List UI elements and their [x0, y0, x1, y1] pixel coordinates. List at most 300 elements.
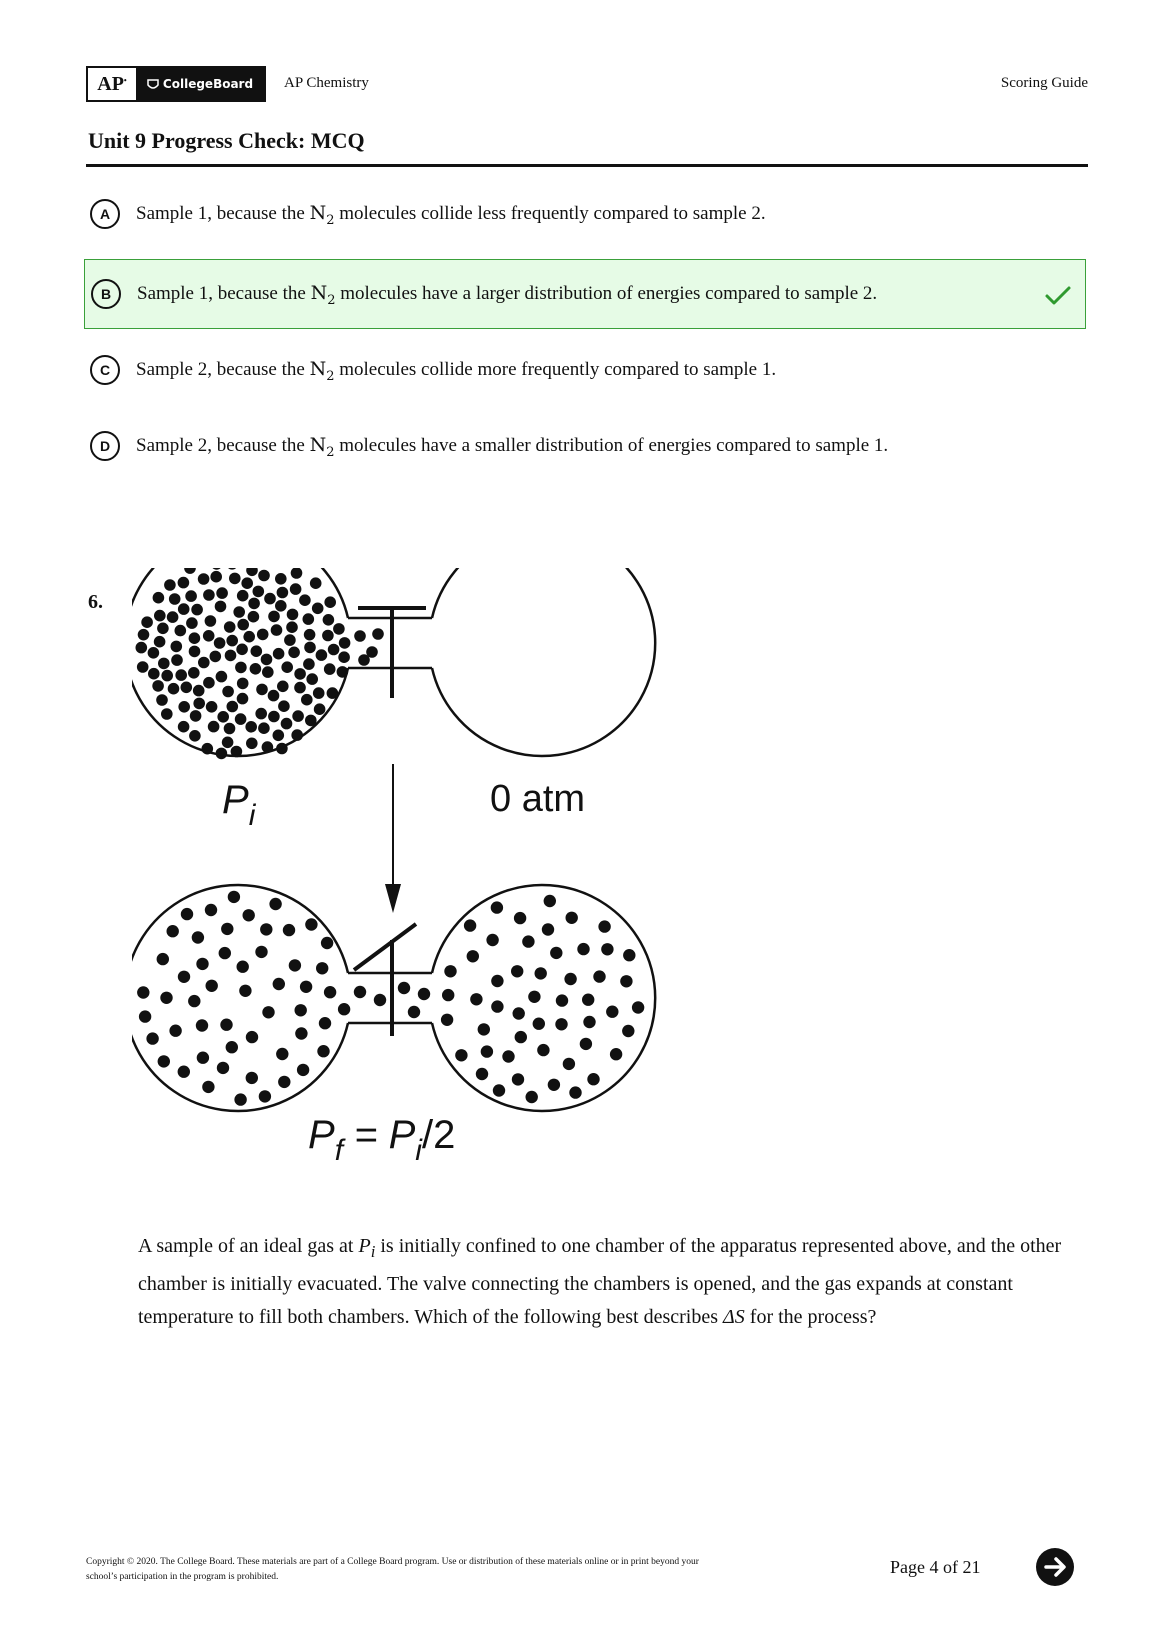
gas-particle	[528, 991, 540, 1003]
label-initial-pressure: $P_i$	[222, 778, 256, 832]
question-text-part1: A sample of an ideal gas at	[138, 1235, 359, 1257]
variable-p-subscript: i	[370, 1242, 376, 1261]
gas-particle	[275, 600, 287, 612]
option-letter-badge: A	[90, 199, 120, 229]
gas-particle	[186, 617, 198, 629]
gas-particle	[328, 644, 340, 656]
gas-particle	[324, 663, 336, 675]
gas-particle	[564, 973, 576, 985]
chem-subscript: 2	[327, 292, 336, 308]
gas-particle	[324, 986, 336, 998]
gas-particle	[333, 623, 345, 635]
gas-particle	[569, 1086, 581, 1098]
gas-expansion-diagram	[132, 568, 692, 1228]
gas-particle	[241, 577, 253, 589]
gas-particle	[197, 1052, 209, 1064]
gas-particle	[181, 682, 193, 694]
gas-particle	[358, 654, 370, 666]
ap-collegeboard-logo	[86, 66, 266, 102]
gas-particle	[398, 982, 410, 994]
gas-particle	[175, 669, 187, 681]
gas-particle	[444, 965, 456, 977]
gas-particle	[304, 629, 316, 641]
gas-particle	[268, 611, 280, 623]
gas-particle	[281, 718, 293, 730]
gas-particle	[136, 642, 148, 654]
gas-particle	[190, 710, 202, 722]
gas-particle	[191, 604, 203, 616]
gas-particle	[203, 630, 215, 642]
gas-particle	[260, 923, 272, 935]
gas-particle	[216, 587, 228, 599]
gas-particle	[255, 946, 267, 958]
gas-particle	[171, 654, 183, 666]
option-letter-badge: C	[90, 355, 120, 385]
acorn-icon	[147, 78, 159, 91]
gas-particle	[582, 994, 594, 1006]
gas-particle	[188, 995, 200, 1007]
gas-particle	[291, 568, 303, 579]
gas-particle	[441, 1014, 453, 1026]
gas-particle	[193, 685, 205, 697]
option-text	[137, 282, 877, 308]
gas-particle	[286, 621, 298, 633]
gas-particle	[278, 1076, 290, 1088]
gas-particle	[294, 668, 306, 680]
gas-particle	[251, 645, 263, 657]
gas-particle	[246, 738, 258, 750]
gas-particle	[262, 666, 274, 678]
gas-particle	[537, 1044, 549, 1056]
gas-particle	[481, 1045, 493, 1057]
page-header	[86, 66, 1088, 106]
gas-particle	[253, 586, 265, 598]
gas-particle	[277, 587, 289, 599]
gas-particle	[511, 965, 523, 977]
chem-symbol: N	[309, 434, 327, 456]
gas-particle	[464, 919, 476, 931]
gas-particle	[295, 1004, 307, 1016]
gas-particle	[248, 611, 260, 623]
gas-particle	[288, 647, 300, 659]
chem-subscript: 2	[326, 212, 335, 228]
gas-particle	[502, 1050, 514, 1062]
gas-particle	[237, 961, 249, 973]
gas-particle	[188, 667, 200, 679]
gas-particle	[224, 621, 236, 633]
gas-particle	[139, 1010, 151, 1022]
gas-particle	[297, 1064, 309, 1076]
gas-particle	[273, 978, 285, 990]
chem-formula	[309, 202, 335, 228]
gas-particle	[157, 953, 169, 965]
gas-particle	[154, 636, 166, 648]
gas-particle	[137, 661, 149, 673]
logo-ap: AP •	[88, 68, 136, 100]
gas-particle	[237, 678, 249, 690]
gas-particle	[259, 1090, 271, 1102]
gas-particle	[237, 590, 249, 602]
gas-particle	[486, 934, 498, 946]
gas-particle	[470, 993, 482, 1005]
gas-particle	[168, 683, 180, 695]
gas-particle	[478, 1023, 490, 1035]
chem-subscript: 2	[326, 444, 335, 460]
gas-particle	[175, 625, 187, 637]
gas-particle	[221, 923, 233, 935]
gas-particle	[225, 650, 237, 662]
answer-option-a[interactable]	[84, 180, 1086, 250]
gas-particle	[374, 994, 386, 1006]
next-page-button[interactable]	[1036, 1548, 1074, 1586]
gas-particle	[193, 698, 205, 710]
gas-particle	[196, 1019, 208, 1031]
option-text	[136, 202, 766, 228]
gas-particle	[205, 904, 217, 916]
gas-particle	[283, 924, 295, 936]
gas-particle	[408, 1006, 420, 1018]
gas-particle	[214, 637, 226, 649]
gas-particle	[276, 1048, 288, 1060]
gas-particle	[196, 958, 208, 970]
gas-particle	[281, 661, 293, 673]
gas-particle	[210, 571, 222, 583]
gas-particle	[294, 682, 306, 694]
gas-particle	[290, 583, 302, 595]
gas-particle	[295, 1027, 307, 1039]
gas-particle	[542, 923, 554, 935]
gas-particle	[161, 670, 173, 682]
gas-particle	[178, 577, 190, 589]
gas-particle	[316, 962, 328, 974]
option-text	[136, 358, 776, 384]
answer-option-b[interactable]	[84, 259, 1086, 329]
chem-formula	[309, 434, 335, 460]
gas-particle	[167, 611, 179, 623]
gas-particle	[141, 616, 153, 628]
course-name: AP Chemistry	[284, 75, 369, 91]
chem-symbol: N	[309, 358, 327, 380]
gas-particle	[235, 662, 247, 674]
option-text-pre: Sample 2, because the	[136, 359, 310, 380]
gas-particle	[550, 947, 562, 959]
gas-particle	[178, 701, 190, 713]
gas-particle	[275, 573, 287, 585]
option-text-pre: Sample 2, because the	[136, 435, 310, 456]
gas-particle	[146, 1032, 158, 1044]
gas-particle	[284, 634, 296, 646]
gas-particle	[234, 1093, 246, 1105]
gas-particle	[233, 606, 245, 618]
gas-particle	[226, 1041, 238, 1053]
scoring-guide-label: Scoring Guide	[1000, 75, 1088, 91]
gas-particle	[237, 693, 249, 705]
gas-particle	[535, 967, 547, 979]
gas-particle	[312, 603, 324, 615]
gas-particles-initial	[136, 568, 384, 759]
gas-particle	[515, 1031, 527, 1043]
gas-particle	[338, 1003, 350, 1015]
gas-particle	[184, 568, 196, 574]
gas-particle	[236, 644, 248, 656]
gas-particle	[310, 577, 322, 589]
gas-particle	[313, 687, 325, 699]
gas-particle	[577, 943, 589, 955]
gas-particle	[418, 988, 430, 1000]
gas-particle	[512, 1073, 524, 1085]
gas-particle	[593, 970, 605, 982]
gas-particle	[455, 1049, 467, 1061]
variable-pressure	[358, 1235, 376, 1261]
gas-particle	[513, 1007, 525, 1019]
gas-particle	[220, 1019, 232, 1031]
gas-particle	[587, 1073, 599, 1085]
gas-particle	[178, 971, 190, 983]
gas-particle	[278, 700, 290, 712]
gas-particle	[208, 721, 220, 733]
gas-particle	[152, 680, 164, 692]
gas-particle	[544, 895, 556, 907]
gas-particle	[306, 673, 318, 685]
option-text-post: molecules collide less frequently compared to sample 2.	[334, 203, 766, 224]
gas-particle	[556, 994, 568, 1006]
gas-particle	[354, 986, 366, 998]
option-text-post: molecules have a smaller distribution of energies compared to sample 1.	[334, 435, 889, 456]
gas-particle	[261, 654, 273, 666]
gas-particle	[178, 1066, 190, 1078]
gas-particle	[222, 686, 234, 698]
gas-particle	[216, 671, 228, 683]
gas-particle	[255, 708, 267, 720]
gas-particle	[268, 690, 280, 702]
option-letter-badge: B	[91, 279, 121, 309]
gas-particle	[583, 1016, 595, 1028]
gas-particle	[228, 891, 240, 903]
gas-particle	[157, 623, 169, 635]
question-text	[138, 1230, 1088, 1334]
question-number: 6.	[88, 591, 103, 613]
gas-particle	[181, 908, 193, 920]
gas-particle	[189, 632, 201, 644]
gas-particle	[563, 1058, 575, 1070]
gas-particle	[322, 630, 334, 642]
gas-particle	[248, 598, 260, 610]
gas-particle	[167, 925, 179, 937]
gas-particle	[206, 980, 218, 992]
gas-particle	[316, 649, 328, 661]
gas-particle	[522, 935, 534, 947]
gas-particle	[153, 592, 165, 604]
gas-particle	[262, 1006, 274, 1018]
gas-particle	[632, 1001, 644, 1013]
gas-particle	[215, 601, 227, 613]
gas-particle	[222, 737, 234, 749]
gas-particle	[243, 909, 255, 921]
gas-particle	[277, 681, 289, 693]
gas-particle	[189, 646, 201, 658]
gas-particle	[258, 722, 270, 734]
gas-particle	[442, 989, 454, 1001]
gas-particle	[514, 912, 526, 924]
gas-particle	[526, 1091, 538, 1103]
logo-collegeboard	[136, 68, 264, 100]
process-arrow	[385, 764, 401, 913]
option-text-post: molecules have a larger distribution of energies compared to sample 2.	[335, 283, 878, 304]
open-valve	[354, 924, 416, 1036]
gas-particle	[323, 614, 335, 626]
option-text-pre: Sample 1, because the	[136, 203, 310, 224]
answer-option-c[interactable]	[84, 336, 1086, 406]
gas-particle	[289, 959, 301, 971]
gas-particle	[257, 629, 269, 641]
gas-particle	[304, 642, 316, 654]
gas-particle	[219, 947, 231, 959]
gas-particle	[269, 898, 281, 910]
gas-particle	[246, 1031, 258, 1043]
gas-particle	[161, 708, 173, 720]
gas-particle	[148, 647, 160, 659]
gas-particle	[210, 651, 222, 663]
gas-particle	[185, 590, 197, 602]
question-text-part3: for the process?	[744, 1306, 877, 1328]
gas-particle	[287, 609, 299, 621]
gas-particle	[250, 663, 262, 675]
gas-particle	[555, 1018, 567, 1030]
gas-particle	[264, 593, 276, 605]
gas-particle	[273, 648, 285, 660]
gas-particle	[189, 730, 201, 742]
label-final-pressure: $P_f = P_i/2$	[308, 1113, 456, 1167]
gas-particle	[623, 949, 635, 961]
gas-particle	[192, 931, 204, 943]
gas-particle	[229, 573, 241, 585]
page-title: Unit 9 Progress Check: MCQ	[88, 128, 365, 153]
gas-particle	[580, 1038, 592, 1050]
final-right-flask	[432, 885, 655, 1111]
gas-particle	[491, 901, 503, 913]
gas-particle	[566, 912, 578, 924]
gas-particle	[319, 1017, 331, 1029]
gas-particle	[137, 986, 149, 998]
gas-particle	[303, 613, 315, 625]
gas-particle	[256, 684, 268, 696]
gas-particle	[211, 568, 223, 570]
page-number: Page 4 of 21	[890, 1557, 981, 1577]
gas-particle	[246, 568, 258, 576]
gas-particle	[246, 1072, 258, 1084]
gas-particle	[372, 628, 384, 640]
gas-particle	[606, 1006, 618, 1018]
gas-particle	[303, 658, 315, 670]
gas-particle	[203, 589, 215, 601]
logo-collegeboard-text: CollegeBoard	[162, 77, 254, 91]
gas-particle	[235, 713, 247, 725]
variable-p: P	[358, 1235, 371, 1257]
gas-particle	[292, 710, 304, 722]
gas-particle	[317, 1045, 329, 1057]
arrow-right-icon	[1036, 1548, 1074, 1586]
gas-particle	[224, 723, 236, 735]
gas-particle	[226, 635, 238, 647]
option-text-post: molecules collide more frequently compared to sample 1.	[334, 359, 777, 380]
title-divider	[86, 164, 1088, 167]
gas-particle	[169, 1025, 181, 1037]
gas-particle	[338, 651, 350, 663]
gas-particle	[268, 711, 280, 723]
gas-particle	[299, 594, 311, 606]
variable-delta-s: ΔS	[723, 1306, 745, 1328]
gas-particle	[243, 631, 255, 643]
option-text	[136, 434, 888, 460]
gas-particle	[533, 1018, 545, 1030]
gas-particle	[217, 711, 229, 723]
chem-symbol: N	[309, 202, 327, 224]
gas-particle	[301, 694, 313, 706]
gas-particle	[622, 1025, 634, 1037]
gas-particle	[548, 1079, 560, 1091]
gas-particle	[476, 1068, 488, 1080]
gas-particle	[158, 1055, 170, 1067]
chem-formula	[310, 282, 336, 308]
gas-particle	[245, 721, 257, 733]
gas-particle	[324, 596, 336, 608]
gas-particle	[160, 992, 172, 1004]
chem-formula	[309, 358, 335, 384]
logo-ap-text: AP	[97, 72, 124, 95]
gas-particle	[239, 985, 251, 997]
chem-symbol: N	[310, 282, 328, 304]
gas-particle	[493, 1084, 505, 1096]
correct-check-icon	[1043, 280, 1073, 310]
gas-particle	[169, 593, 181, 605]
option-text-pre: Sample 1, because the	[137, 283, 311, 304]
gas-particle	[178, 721, 190, 733]
gas-particle	[226, 568, 238, 570]
gas-particle	[164, 579, 176, 591]
question-text-part2: is initially confined to one chamber of the apparatus represented above, and the other chamber is initially evacuated. The valve connecting the chambers is opened, and the gas expands at constant temperature to fill both chambers. Which of the following best describes	[138, 1235, 1062, 1328]
chem-subscript: 2	[326, 368, 335, 384]
answer-option-d[interactable]	[84, 412, 1086, 482]
gas-particle	[339, 637, 351, 649]
gas-particle	[138, 629, 150, 641]
gas-particle	[321, 937, 333, 949]
gas-particle	[491, 1000, 503, 1012]
gas-particle	[198, 573, 210, 585]
gas-particle	[237, 619, 249, 631]
gas-particle	[198, 657, 210, 669]
gas-particle	[314, 703, 326, 715]
gas-particle	[205, 615, 217, 627]
gas-particle	[271, 624, 283, 636]
gas-particle	[300, 981, 312, 993]
copyright-notice: Copyright © 2020. The College Board. These materials are part of a College Board program. Use or distribution of these materials online or in print beyond your school’s participation in the program is prohibited.	[86, 1557, 699, 1582]
gas-particle	[258, 570, 270, 582]
gas-particle	[206, 701, 218, 713]
gas-particle	[305, 918, 317, 930]
label-zero-atm: 0 atm	[490, 778, 586, 820]
initial-right-flask	[432, 568, 655, 756]
gas-particle	[610, 1048, 622, 1060]
gas-particle	[154, 610, 166, 622]
gas-particle	[467, 950, 479, 962]
gas-particle	[273, 730, 285, 742]
gas-particle	[156, 694, 168, 706]
gas-particle	[148, 668, 160, 680]
gas-particle	[217, 1062, 229, 1074]
gas-particle	[158, 658, 170, 670]
gas-particle	[354, 630, 366, 642]
gas-particle	[202, 1081, 214, 1093]
